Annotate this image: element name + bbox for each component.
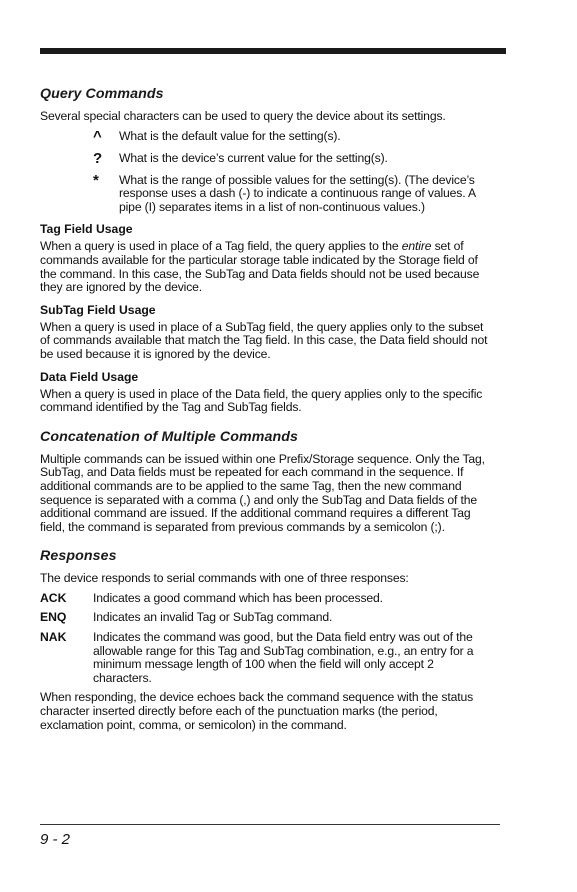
response-list xyxy=(40,592,495,686)
subtag-field-heading: SubTag Field Usage xyxy=(40,302,156,317)
tag-field-text: When a query is used in place of a Tag field, the query applies to the entire set of commands available for the particular storage table indicated by the Storage field of the command. In this case, the SubTag and Data fields should not be used because they are ignored by the device. xyxy=(40,239,480,295)
question-symbol: ? xyxy=(93,149,103,167)
query-commands-heading: Query Commands xyxy=(40,86,164,102)
query-item-range xyxy=(40,171,495,215)
response-code: ENQ xyxy=(40,610,67,625)
response-item-ack xyxy=(40,592,495,606)
page-number: 9 - 2 xyxy=(40,831,71,848)
query-item-default xyxy=(40,127,495,145)
query-item-current xyxy=(40,149,495,167)
responses-closing: When responding, the device echoes back the command sequence with the status character inserted directly before each of the punctuation marks (the period, exclamation point, comma, or semicolon) in the command. xyxy=(40,690,474,732)
response-item-enq xyxy=(40,611,495,625)
response-text: Indicates the command was good, but the Data field entry was out of the allowable range for this Tag and SubTag combination, e.g., an entry for a minimum message length of 100 when the field will only accept 2 characters. xyxy=(93,630,474,685)
concatenation-heading: Concatenation of Multiple Commands xyxy=(40,428,298,445)
responses-heading: Responses xyxy=(40,548,117,565)
query-item-text: What is the default value for the setting(s). xyxy=(119,128,341,143)
query-item-text: What is the device’s current value for the setting(s). xyxy=(119,150,388,165)
header-rule xyxy=(40,48,506,54)
response-text: Indicates a good command which has been processed. xyxy=(93,590,383,605)
query-item-text: What is the range of possible values for the setting(s). (The device’s response uses a dash (-) to indicate a continuous range of values. A pipe (I) separates items in a list of non-continuous values.) xyxy=(119,172,476,214)
response-code: ACK xyxy=(40,590,67,605)
response-text: Indicates an invalid Tag or SubTag command. xyxy=(93,610,333,625)
response-item-nak xyxy=(40,631,495,685)
page-content xyxy=(40,86,495,738)
data-field-text: When a query is used in place of the Data field, the query applies only to the specific command identified by the Tag and SubTag fields. xyxy=(40,386,483,415)
responses-intro: The device responds to serial commands with one of three responses: xyxy=(40,571,409,586)
concatenation-text: Multiple commands can be issued within one Prefix/Storage sequence. Only the Tag, SubTag, and Data fields must be repeated for each command in the sequence. If additional commands are to be applied to the same Tag, then the new command sequence is separated with a comma (,) and only the SubTag and Data fields of the additional command are issued. If the additional command requires a different Tag field, the command is separated from previous commands by a semicolon (;). xyxy=(40,451,485,534)
caret-symbol: ^ xyxy=(93,127,102,145)
query-intro: Several special characters can be used to query the device about its settings. xyxy=(40,109,446,123)
data-field-heading: Data Field Usage xyxy=(40,369,139,384)
subtag-field-text: When a query is used in place of a SubTag field, the query applies only to the subset of commands available that match the Tag field. In this case, the Data field should not be used because it is ignored by the device. xyxy=(40,319,488,361)
footer-rule xyxy=(40,824,500,825)
tag-field-heading: Tag Field Usage xyxy=(40,222,133,237)
asterisk-symbol: * xyxy=(93,171,99,189)
response-code: NAK xyxy=(40,630,67,645)
query-symbol-list xyxy=(40,127,495,215)
